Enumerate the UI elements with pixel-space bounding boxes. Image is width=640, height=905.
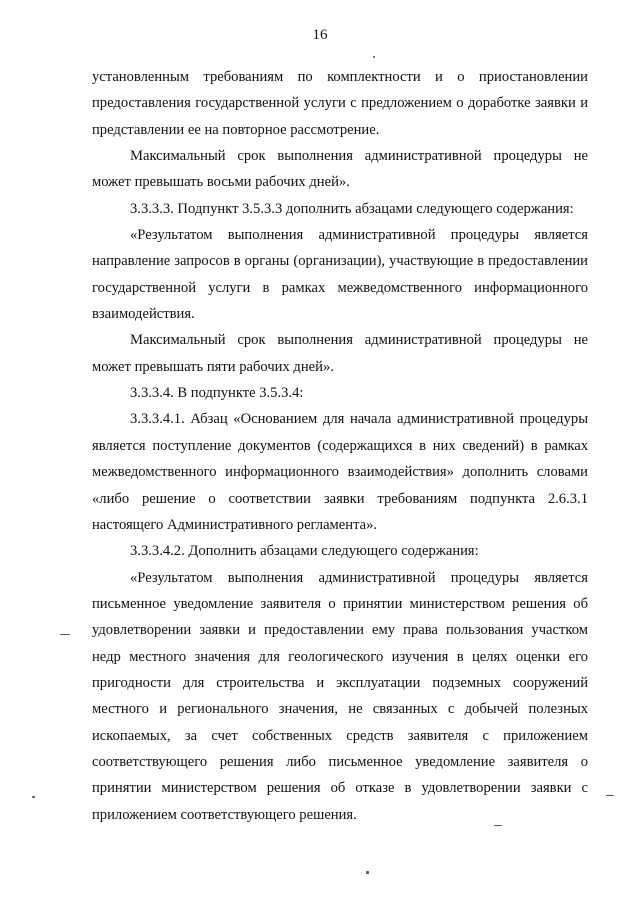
scan-speck bbox=[60, 634, 70, 635]
scan-speck bbox=[366, 871, 369, 874]
paragraph-result-requests: «Результатом выполнения административной процедуры является направление запросов в органы (организации), участвующие в предоставлении государственной услуги в рамках межведомственного информационного взаимодействия. bbox=[92, 227, 588, 323]
paragraph-result-notification: «Результатом выполнения административной процедуры является письменное уведомление заявителя о принятии министерством решения об удовлетворении заявки и предоставлении ему права пользования участком недр местного значения для геологического изучения в целях оценки его пригодности для строительства и эксплуатации подземных сооружений местного и регионального значения, не связанных с добычей полезных ископаемых, за счет собственных средств заявителя с приложением соответствующего решения либо письменное уведомление заявителя о принятии министерством решения об отказе в удовлетворении заявки с приложением соответствующего решения. bbox=[92, 569, 588, 823]
paragraph-3-3-3-4-1: 3.3.3.4.1. Абзац «Основанием для начала административной процедуры является поступление документов (содержащихся в них сведений) в рамках межведомственного информационного взаимодействия» дополнить словами «либо решение о соответствии заявки требованиям подпункта 2.6.3.1 настоящего Административного регламента». bbox=[92, 411, 588, 533]
paragraph-continuation: установленным требованиям по комплектности и о приостановлении предоставления государственной услуги с предложением о доработке заявки и представлении ее на повторное рассмотрение. bbox=[92, 69, 588, 138]
paragraph-max-term-eight-days: Максимальный срок выполнения административной процедуры не может превышать восьми рабочих дней». bbox=[92, 148, 588, 191]
scan-speck bbox=[32, 796, 35, 798]
paragraph-3-3-3-3: 3.3.3.3. Подпункт 3.5.3.3 дополнить абзацами следующего содержания: bbox=[130, 200, 574, 217]
scan-speck bbox=[373, 56, 375, 58]
paragraph-3-3-3-4-2: 3.3.3.4.2. Дополнить абзацами следующего содержания: bbox=[130, 543, 479, 560]
scan-speck bbox=[606, 795, 614, 796]
paragraph-max-term-five-days: Максимальный срок выполнения административной процедуры не может превышать пяти рабочих дней». bbox=[92, 332, 588, 375]
document-body bbox=[92, 64, 588, 828]
page-number: 16 bbox=[312, 27, 328, 43]
scan-speck bbox=[494, 825, 502, 826]
paragraph-3-3-3-4: 3.3.3.4. В подпункте 3.5.3.4: bbox=[130, 385, 304, 402]
